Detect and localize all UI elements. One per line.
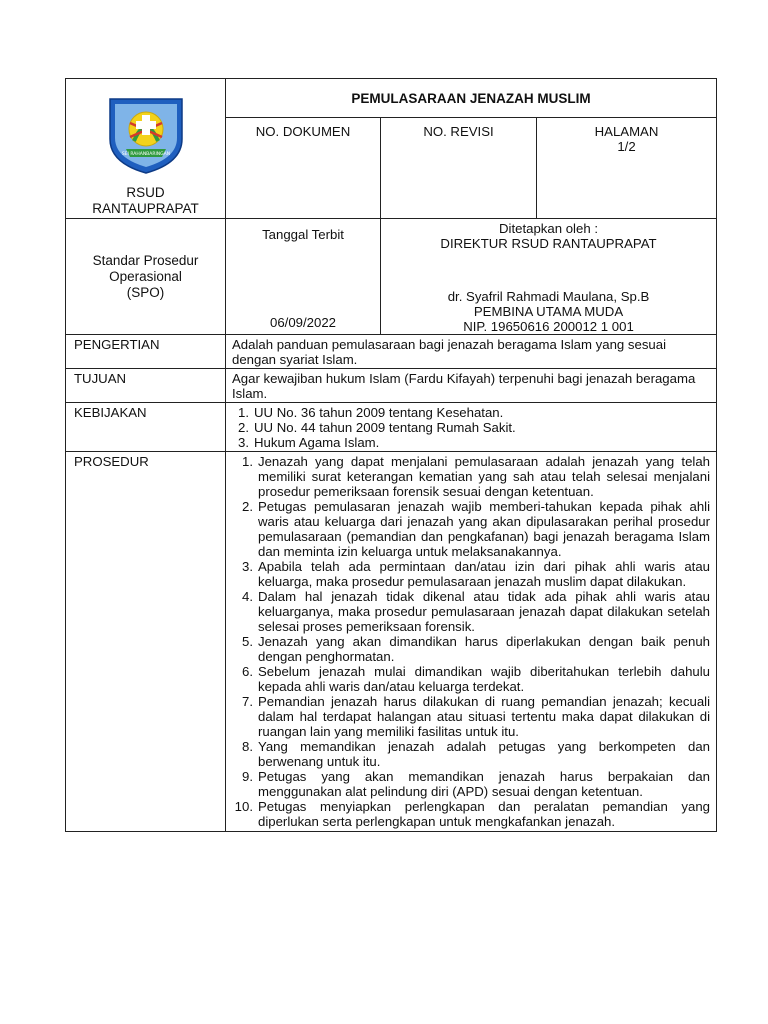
list-item: 1. UU No. 36 tahun 2009 tentang Kesehatan. xyxy=(238,405,504,420)
spo-label-cell: Standar Prosedur Operasional (SPO) xyxy=(66,219,226,335)
director-name: dr. Syafril Rahmadi Maulana, Sp.B xyxy=(447,289,650,304)
halaman-label: HALAMAN xyxy=(594,124,659,139)
tanggal-terbit-label: Tanggal Terbit xyxy=(262,227,344,242)
pengertian-label: PENGERTIAN xyxy=(66,335,226,369)
prosedur-list-cell xyxy=(226,452,717,832)
list-item: 10. Petugas menyiapkan perlengkapan dan peralatan pemandian yang diperlukan serta perlengkapan untuk mengkafankan jenazah. xyxy=(234,799,711,829)
list-item: 2. UU No. 44 tahun 2009 tentang Rumah Sakit. xyxy=(238,420,516,435)
list-item: 3. Hukum Agama Islam. xyxy=(238,435,380,450)
spo-document xyxy=(65,78,716,832)
list-item: 3. Apabila telah ada permintaan dan/atau izin dari pihak ahli waris atau keluarga, maka prosedur pemulasaraan jenazah muslim dapat dilakukan. xyxy=(242,559,711,589)
tujuan-text: Agar kewajiban hukum Islam (Fardu Kifayah) terpenuhi bagi jenazah beragama Islam. xyxy=(226,369,717,403)
director-nip: NIP. 19650616 200012 1 001 xyxy=(463,319,634,334)
director-rank: PEMBINA UTAMA MUDA xyxy=(473,304,624,319)
hospital-name: RSUD RANTAUPRAPAT xyxy=(92,185,199,216)
halaman-cell xyxy=(537,118,717,219)
ditetapkan-cell xyxy=(381,219,717,335)
kebijakan-list-cell xyxy=(226,403,717,452)
kebijakan-label: KEBIJAKAN xyxy=(66,403,226,452)
director-title: DIREKTUR RSUD RANTAUPRAPAT xyxy=(440,236,657,251)
pengertian-text: Adalah panduan pemulasaraan bagi jenazah beragama Islam yang sesuai dengan syariat Islam. xyxy=(226,335,717,369)
list-item: 6. Sebelum jenazah mulai dimandikan wajib diberitahukan terlebih dahulu kepada ahli waris dan/atau keluarga terdekat. xyxy=(242,664,711,694)
ditetapkan-label: Ditetapkan oleh : xyxy=(499,221,598,236)
list-item: 1. Jenazah yang dapat menjalani pemulasaraan adalah jenazah yang telah memiliki surat keterangan kematian yang sah atau telah selesai menjalani prosedur pemeriksaan forensik sesuai dengan ketentuan. xyxy=(242,454,711,499)
logo-cell xyxy=(66,79,226,219)
prosedur-list xyxy=(232,454,710,830)
tujuan-label: TUJUAN xyxy=(66,369,226,403)
svg-text:SEI RAHANBARINGAN: SEI RAHANBARINGAN xyxy=(121,152,171,157)
list-item: 7. Pemandian jenazah harus dilakukan di ruang pemandian jenazah; kecuali dalam hal terdapat halangan atau situasi tertentu maka dapat dilakukan di ruangan lain yang memiliki fasilitas untuk itu. xyxy=(242,694,711,739)
no-revisi-label: NO. REVISI xyxy=(381,118,537,219)
tanggal-terbit-cell xyxy=(226,219,381,335)
spo-table xyxy=(65,78,717,832)
list-item: 5. Jenazah yang akan dimandikan harus diperlakukan dengan baik penuh dengan penghormatan. xyxy=(242,634,711,664)
no-dokumen-label: NO. DOKUMEN xyxy=(226,118,381,219)
list-item: 9. Petugas yang akan memandikan jenazah harus berpakaian dan menggunakan alat pelindung diri (APD) sesuai dengan ketentuan. xyxy=(242,769,711,799)
prosedur-label: PROSEDUR xyxy=(66,452,226,832)
list-item: 8. Yang memandikan jenazah adalah petugas yang berkompeten dan berwenang untuk itu. xyxy=(242,739,711,769)
document-title: PEMULASARAAN JENAZAH MUSLIM xyxy=(226,79,717,118)
list-item: 4. Dalam hal jenazah tidak dikenal atau tidak ada pihak ahli waris atau keluarganya, maka prosedur pemulasaraan jenazah dapat dilakukan setelah selesai proses pemeriksaan forensik. xyxy=(242,589,711,634)
halaman-value: 1/2 xyxy=(617,139,636,154)
rsud-emblem-icon xyxy=(104,93,188,177)
tanggal-terbit-value: 06/09/2022 xyxy=(269,315,336,330)
list-item: 2. Petugas pemulasaran jenazah wajib memberi-tahukan kepada pihak ahli waris atau keluarga dari jenazah yang akan dipulasarakan perihal prosedur pemulasaraan (pemandian dan pengkafanan) bagi jenazah beragama Islam dan meminta izin keluarga untuk melaksanakannya. xyxy=(242,499,711,559)
kebijakan-list xyxy=(232,405,710,450)
